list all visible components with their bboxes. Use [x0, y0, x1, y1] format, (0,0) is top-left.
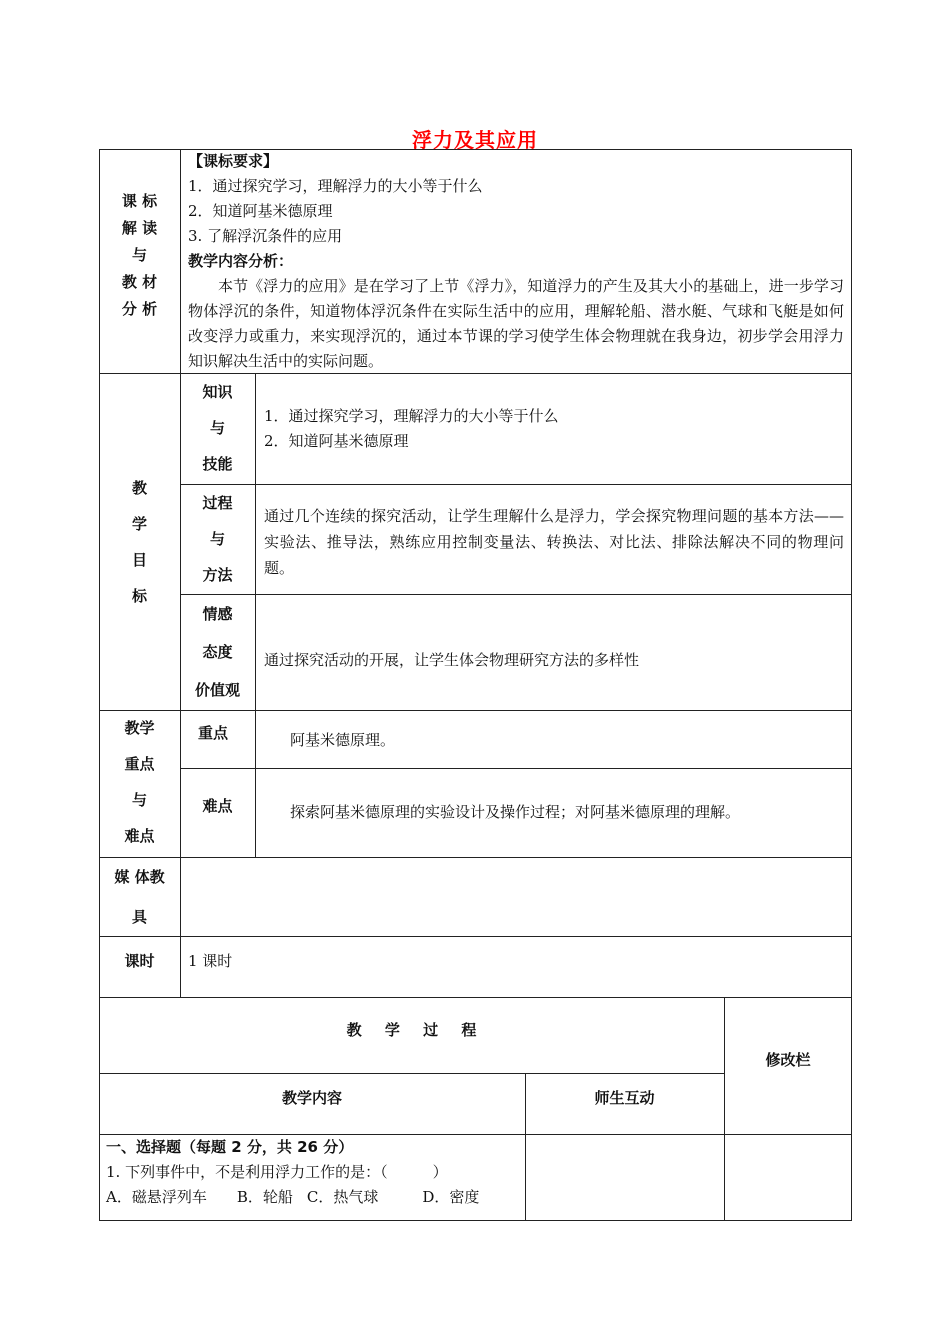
option-d: D．密度	[422, 1188, 480, 1206]
question-section	[106, 1135, 521, 1210]
analysis-heading: 教学内容分析：	[188, 252, 294, 270]
difficulty-content: 探索阿基米德原理的实验设计及操作过程；对阿基米德原理的理解。	[290, 803, 741, 821]
question-1-options	[106, 1185, 521, 1210]
question-heading: 一、选择题（每题 2 分，共 26 分）	[106, 1138, 354, 1156]
requirement-item: 3. 了解浮沉条件的应用	[188, 227, 343, 245]
objectives-label: 教 学 目 标	[131, 479, 147, 605]
option-b: B．轮船	[236, 1188, 293, 1206]
knowledge-label: 知识 与 技能	[202, 383, 233, 473]
keypoints-label: 教学 重点 与 难点	[124, 719, 155, 845]
hours-content: 1 课时	[188, 952, 233, 970]
page-title: 浮力及其应用	[412, 128, 538, 152]
content-column-header: 教学内容	[281, 1089, 342, 1107]
difficulty-label: 难点	[202, 797, 233, 815]
option-a: A．磁悬浮列车	[106, 1188, 207, 1206]
interaction-column-header: 师生互动	[594, 1089, 655, 1107]
requirements-heading: 【课标要求】	[188, 152, 279, 170]
question-1: 1. 下列事件中，不是利用浮力工作的是：（ ）	[106, 1163, 448, 1181]
requirement-item: 2．知道阿基米德原理	[188, 202, 333, 220]
curriculum-requirements	[188, 149, 844, 374]
process-content: 通过几个连续的探究活动，让学生理解什么是浮力，学会探究物理问题的基本方法——实验法、推导法，熟练应用控制变量法、转换法、对比法、排除法解决不同的物理问题。	[264, 507, 844, 577]
analysis-text: 本节《浮力的应用》是在学习了上节《浮力》，知道浮力的产生及其大小的基础上，进一步学习物体浮沉的条件，知道物体浮沉条件在实际生活中的应用，理解轮船、潜水艇、气球和飞艇是如何改变浮力或重力，来实现浮沉的，通过本节课的学习使学生体会物理就在我身边，初步学会用浮力知识解决生活中的实际问题。	[188, 277, 844, 370]
option-c: C．热气球	[306, 1188, 379, 1206]
hours-label: 课时	[124, 952, 155, 970]
emotion-label: 情感 态度 价值观	[194, 605, 240, 699]
key-content: 阿基米德原理。	[290, 731, 396, 749]
emotion-content: 通过探究活动的开展，让学生体会物理研究方法的多样性	[264, 651, 640, 669]
process-header: 教 学 过 程	[346, 1021, 477, 1039]
revision-column: 修改栏	[765, 1051, 811, 1069]
media-label: 媒 体教 具	[114, 868, 165, 926]
section1-label: 课 标 解 读 与 教 材 分 析	[121, 192, 158, 318]
process-label: 过程 与 方法	[202, 494, 233, 584]
requirement-item: 1．通过探究学习，理解浮力的大小等于什么	[188, 177, 483, 195]
knowledge-content: 1．通过探究学习，理解浮力的大小等于什么 2．知道阿基米德原理	[264, 407, 559, 450]
key-label: 重点	[197, 724, 228, 742]
